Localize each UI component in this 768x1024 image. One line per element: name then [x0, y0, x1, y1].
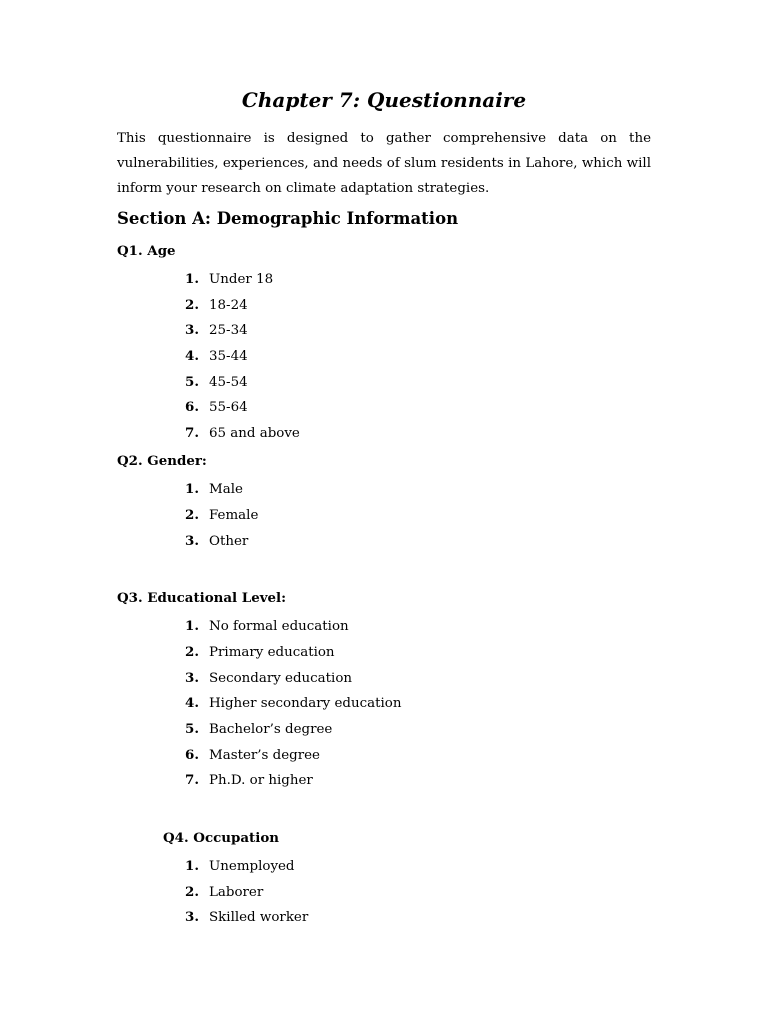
q4-option-3: [185, 907, 308, 927]
option-number: 1.: [185, 618, 199, 634]
q1-option-5: [185, 372, 248, 392]
option-text: 55-64: [209, 400, 248, 415]
option-number: 7.: [185, 772, 199, 788]
q1-option-2: [185, 295, 248, 315]
q3-option-2: [185, 642, 335, 662]
option-number: 1.: [185, 481, 199, 497]
q2-option-1: [185, 479, 243, 499]
option-text: Secondary education: [209, 671, 353, 686]
q3-option-5: [185, 719, 332, 739]
option-number: 5.: [185, 721, 199, 737]
q1-option-4: [185, 346, 248, 366]
section-a-heading: Section A: Demographic Information: [117, 209, 459, 228]
option-text: 65 and above: [209, 426, 300, 441]
question-q2-label: Q2. Gender:: [117, 453, 207, 469]
option-number: 2.: [185, 297, 199, 313]
option-text: No formal education: [209, 619, 349, 634]
option-text: Ph.D. or higher: [209, 773, 313, 788]
option-text: Unemployed: [209, 859, 295, 874]
q2-option-2: [185, 505, 258, 525]
option-number: 6.: [185, 399, 199, 415]
q1-option-7: [185, 423, 300, 443]
option-text: Higher secondary education: [209, 696, 402, 711]
q3-option-1: [185, 616, 349, 636]
q1-option-1: [185, 269, 273, 289]
option-number: 3.: [185, 533, 199, 549]
option-number: 5.: [185, 374, 199, 390]
option-text: Under 18: [209, 272, 274, 287]
option-number: 3.: [185, 670, 199, 686]
q4-option-2: [185, 882, 263, 902]
option-text: 25-34: [209, 323, 248, 338]
option-number: 6.: [185, 747, 199, 763]
q1-option-3: [185, 320, 248, 340]
option-number: 4.: [185, 348, 199, 364]
q3-option-3: [185, 668, 352, 688]
option-number: 2.: [185, 644, 199, 660]
q3-option-7: [185, 770, 313, 790]
intro-paragraph: This questionnaire is designed to gather comprehensive data on the vulnerabilities, experiences, and needs of slum residents in Lahore, which will inform your research on climate adaptation strategies.: [117, 131, 651, 196]
option-text: Skilled worker: [209, 910, 309, 925]
option-text: Female: [209, 508, 259, 523]
option-number: 3.: [185, 909, 199, 925]
option-text: 18-24: [209, 298, 248, 313]
option-text: Primary education: [209, 645, 335, 660]
option-number: 2.: [185, 507, 199, 523]
option-text: Bachelor’s degree: [209, 722, 333, 737]
option-number: 2.: [185, 884, 199, 900]
option-text: Other: [209, 534, 249, 549]
q1-option-6: [185, 397, 248, 417]
option-number: 4.: [185, 695, 199, 711]
option-text: Laborer: [209, 885, 264, 900]
option-number: 3.: [185, 322, 199, 338]
question-q4-label: Q4. Occupation: [163, 830, 279, 846]
q3-option-6: [185, 745, 320, 765]
q3-option-4: [185, 693, 401, 713]
option-text: 45-54: [209, 375, 248, 390]
option-number: 1.: [185, 858, 199, 874]
question-q1-label: Q1. Age: [117, 243, 176, 259]
option-text: Master’s degree: [209, 748, 320, 763]
option-number: 7.: [185, 425, 199, 441]
question-q3-label: Q3. Educational Level:: [117, 590, 287, 606]
q4-option-1: [185, 856, 295, 876]
page-title: Chapter 7: Questionnaire: [241, 88, 527, 112]
q2-option-3: [185, 531, 248, 551]
option-number: 1.: [185, 271, 199, 287]
option-text: 35-44: [209, 349, 248, 364]
option-text: Male: [209, 482, 243, 497]
